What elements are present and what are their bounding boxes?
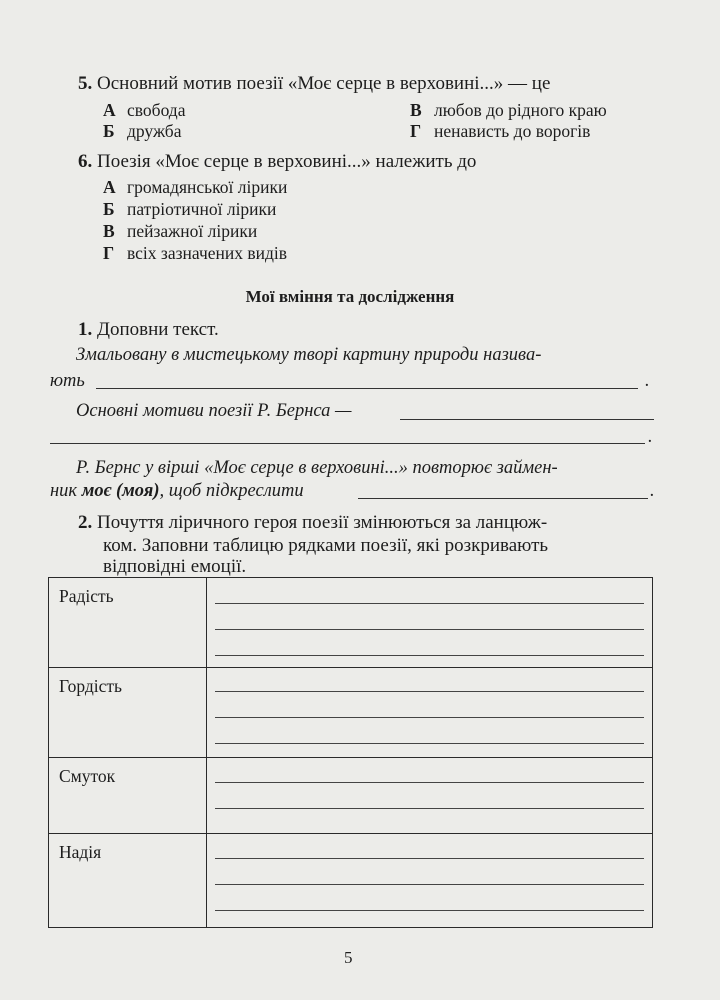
answer-cell[interactable] [207,578,653,668]
table-row [49,668,653,758]
option-letter: Б [103,121,115,141]
option-text: свобода [127,100,186,120]
emotion-label: Гордість [49,668,207,758]
end-dot: . [645,371,650,391]
sentence-part: , щоб підкреслити [159,481,304,501]
option-b [103,199,276,220]
emphasized-pronoun: моє (моя) [81,481,160,501]
task-2-text-cont: ком. Заповни таблицю рядками поезії, які розкривають [103,535,549,556]
emotion-label: Надія [49,834,207,928]
answer-line[interactable] [50,443,645,444]
emotions-table [48,577,653,928]
answer-line[interactable] [215,629,644,630]
answer-line[interactable] [400,419,654,420]
option-letter: Г [103,243,115,263]
table-row [49,758,653,834]
table-row [49,834,653,928]
answer-line[interactable] [215,858,644,859]
option-a [103,100,185,121]
answer-line[interactable] [215,910,644,911]
answer-line[interactable] [215,808,644,809]
question-6 [78,151,476,173]
emotion-label: Радість [49,578,207,668]
page-number: 5 [344,948,353,967]
question-text: Поезія «Моє серце в верховині...» належить до [97,151,477,172]
task-2-text-cont: відповідні емоції. [103,556,247,577]
answer-line[interactable] [215,691,644,692]
table-row [49,578,653,668]
option-text: всіх зазначених видів [127,243,288,263]
answer-line[interactable] [215,782,644,783]
answer-cell[interactable] [207,758,653,834]
option-letter: В [410,100,422,120]
answer-line[interactable] [215,717,644,718]
task-1 [78,319,219,341]
question-text: Основний мотив поезії «Моє серце в верховині...» — це [97,73,551,94]
option-text: патріотичної лірики [127,199,277,219]
task-text: Почуття ліричного героя поезії змінюються за ланцюж- [97,512,548,533]
option-text: любов до рідного краю [434,100,607,120]
end-dot: . [650,481,655,501]
fill-sentence-3-cont [50,481,304,502]
option-v [410,100,607,121]
task-number: 2. [78,512,93,533]
answer-line[interactable] [215,603,644,604]
answer-line[interactable] [215,884,644,885]
answer-line[interactable] [96,388,638,389]
question-number: 6. [78,151,93,172]
fill-sentence-3: Р. Бернс у вірші «Моє серце в верховині...» повторює займен- [76,458,558,478]
option-letter: А [103,100,116,120]
answer-cell[interactable] [207,668,653,758]
option-text: дружба [127,121,182,141]
emotion-label: Смуток [49,758,207,834]
answer-line[interactable] [215,655,644,656]
fill-sentence-2: Основні мотиви поезії Р. Бернса — [76,401,352,421]
question-number: 5. [78,73,93,94]
option-letter: Г [410,121,422,141]
end-dot: . [648,427,653,447]
answer-cell[interactable] [207,834,653,928]
option-letter: А [103,177,116,197]
option-text: громадянської лірики [127,177,288,197]
task-text: Доповни текст. [97,319,219,340]
option-v [103,221,257,242]
option-text: ненависть до ворогів [434,121,591,141]
option-g [103,243,287,264]
sentence-part: ник [50,481,78,501]
option-text: пейзажної лірики [127,221,258,241]
task-number: 1. [78,319,93,340]
question-5 [78,73,550,95]
option-b [103,121,181,142]
option-letter: Б [103,199,115,219]
answer-line[interactable] [215,743,644,744]
fill-sentence-1-cont: ють [50,371,85,391]
option-a [103,177,287,198]
fill-sentence-1: Змальовану в мистецькому творі картину природи назива- [76,345,542,365]
task-2 [78,512,547,534]
section-title: Мої вміння та дослідження [245,287,455,306]
option-g [410,121,590,142]
answer-line[interactable] [358,498,648,499]
option-letter: В [103,221,115,241]
